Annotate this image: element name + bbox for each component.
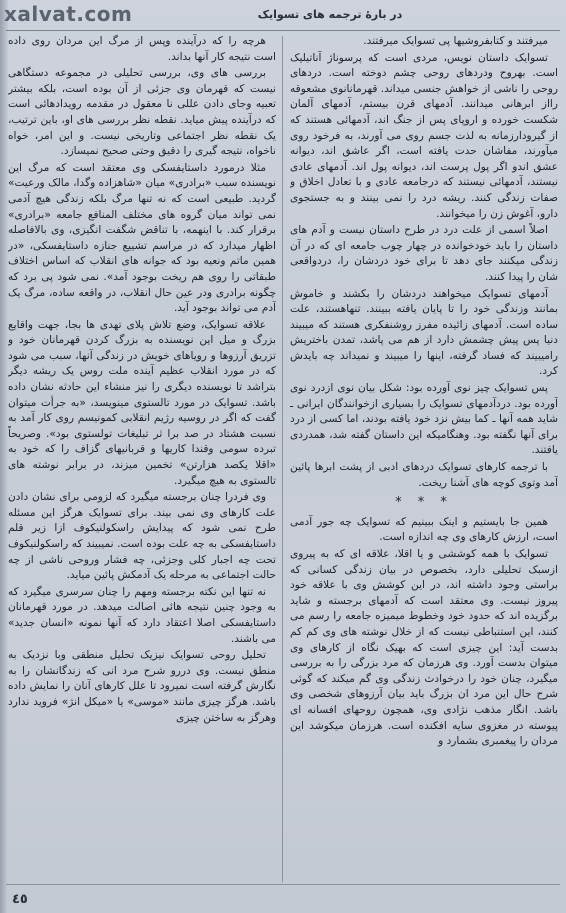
paragraph: تحلیل روحی تسوایک نیزیک تحلیل منطقی وبا نزدیک به منطق نیست. وی دررو شرح مرد انی که زندگانشان را به نگارش گرفته است نمیرود تا علل کارهای آنان را نمایش داده باشد. هرگز چیزی مانند «موسی» یا «میکل انژ» فروید ندارد وهرگز به ساختن چیزی	[8, 649, 276, 724]
paragraph: نه تنها این نکته برجسته ومهم را چنان سرسری میگیرد که به وجود چنین نتیجه هائی اصالت میدهد. در مورد قهرمانان داستایفسکی اصلا اعتقاد دارد که آنها نمونه «انسان جدید» می باشند.	[8, 585, 276, 645]
right-text-column	[290, 34, 558, 886]
header-rule	[6, 30, 560, 31]
running-header: در بارهٔ ترجمه های تسوایک	[257, 8, 403, 21]
column-divider	[282, 36, 283, 882]
paragraph: آدمهای تسوایک میخواهند دردشان را بکشند و خاموش بمانند وزندگی خود را تا پایان یافته ببینند. تنهاهستند، علت ساده است. آدمهای زائیده مفرز روشنفکری هستند که میبیند دنیا پس پیش چشمش دارد از هم می پاشد، تمدن باختریش رامیبیند که فساد گرفته، اینها را میبیند و نمیداند چه بایدش کرد.	[290, 287, 558, 378]
left-text-column	[8, 34, 276, 886]
paragraph: هرچه را که درآینده وپس از مرگ این مردان روی داده است نتیجه کار آنها بداند.	[8, 35, 276, 63]
paragraph: مثلا درمورد داستایفسکی وی معتقد است که مرگ این نویسنده سبب «برادری» میان «شاهزاده وگدا، مالک ورعیت» گردید. طبیعی است که نه تنها مرگ بلکه زندگی هیچ آدمی نمی تواند میان گروه های مختلف المنافع جامعه «برادری» برقرار کند. با اینهمه، با تناقض شگفت انگیزی، وی بالافاصله اظهار میدارد که در مراسم تشییع جنازه داستایفسکی، «در همین ماتم ونعیه بود که جوانه های انقلاب که اساس اختلاف طبقاتی را روی هم ریخت بوجود آمد». نمی شود پی برد که چگونه برادری ودر عین حال انقلاب، در واقعه ساده، مرگ یک آدم می تواند بوجود آید.	[8, 161, 276, 315]
paragraph: همین جا بایستیم و اینک ببینیم که تسوایک چه جور آدمی است، ارزش کارهای وی چه اندازه است.	[290, 515, 558, 544]
paragraph: علاقه تسوایک، وضع تلاش پلای تهدی ها بجا، جهت واقایع بزرگ و میل این نویسنده به بزرگ کردن قهرمانان خود و تزریق آرزوها و رویاهای خویش در زندگی آنها، سبب می شود که در مورد انقلاب عظیم آینده ملت روس یک ریشه دیگر بتراشد تا نویسنده دیگری را نیز منشاء این حادثه نشان داده باشد. تسوایک در مورد تالستوی مینویسد، «به جرأت میتوان گفت که اگر در روسیه رژیم انقلابی کمونیسم روی کار آمد به نسبت هشتاد در صد برا ثر تبلیغات تولستوی بود». وصریحاً تبرده سومی وقندا کاریها و قربانیهای گزاف را که خود به «اقلا یکصد هزارتن» تخمین میزند، در برابر نوشته های تالستوی به هیچ میگیرد.	[8, 318, 276, 487]
paragraph: * * *	[395, 495, 453, 511]
paragraph: پس تسوایک چیز نوی آورده بود: شکل بیان نوی ازدرد نوی آورده بود. دردآدمهای تسوایک را بسیاری ازخوانندگان ایرانی ـ شاید همه آنها ـ کما بیش نزد خود یافته بودند، اما کسی از درد برای آنها نگفته بود. وهنگامیکه این داستان گفته شد، همدردی یافتند.	[290, 382, 558, 457]
paragraph: بررسی های وی، بررسی تحلیلی در مجموعه دستگاهی نیست که قهرمان وی جزئی از آن بوده است، بلکه بیشتر تعبیه وجای دادن عللی نا معقول در مقدمه رویدادهائی است که درآینده پیش میاید. نقطه نظر بررسی های او، باین ترتیب، یک نقطه نظر اجتماعی وتاریخی نیست. و این امر، خواه ناخواه، نتیجه گیری را دقیق وحتی صحیح نمیسازد.	[8, 67, 276, 158]
paragraph: تسوایک با همه کوششی و یا اقلا، علاقه ای که به پیروی ازسبک تحلیلی دارد، بخصوص در بیان زندگی کسانی که براستی وجود داشته اند، در این کوشش وی با علاقه خود پیروز نیست. وی معتقد است که آدمهای برجسته و شاید برگزیده اند که حدود خود وخطوط میمیزه جامعه را رسم می کنند، این استنباطی نیست که از خلال نوشته های وی کم کم بدست آید: این چیزی است که بهیک نگاه از کارهای وی میتوان بدست آورد. وی هرزمان که مرد بزرگی را به بررسی میگیرد، چنان خود را درخوادث زندگی وی گم میکند که گوئی شرح حال این مرد ان بزرگ باید بیان آرزوهای شخصی وی باشد. انگار مذهب نژادی وی، همچون روحهای افسانه ای پیوسته در مغزوی سایه افکنده است. هرزمان میکوشد این مردان را پیغمبری بشمارد و	[290, 548, 558, 748]
footer-rule	[6, 884, 560, 885]
page-number: ٤٥	[12, 892, 28, 907]
paragraph: با ترجمه کارهای تسوایک دردهای ادبی از پشت ابرها پائین آمد وتوی کوچه های آشنا ریخت.	[290, 461, 558, 489]
paragraph: تسوایک داستان نویس، مردی است که پرسوناژ آناتیلیک است. بهروح ودردهای روحی چشم دوخته است. دردهای روحی را ناشی از خواهش جنسی میداند. قهرمانانوی مشعوقه رااز ابرهانی میدانند. آدمهای قرن بیستم، آدمهای آلمان شکست خورده و اروپای پس از جنگ اند، آدمهائی هستند که از گیرودارزمانه به لذت جسم روی می آورند، به فرخود روی میآورند، مفاشان حدت یافته است، اگر عاشق اند، دیوانه عشق اندو اگر پول پرست اند، دیوانه پول اند. آدمهای عادی نیستند، آدمهائی نیستند که درجامعه عادی و با تعادل اخلاق و صفات زندگی کنند. ریشه درد را نمی بینند و به جستجوی دارو، آغوش زن را میخوانند.	[290, 51, 558, 220]
paragraph: اصلاً اسمی از علت درد در طرح داستان نیست و آدم های داستان را باید خودخوانده در چهار چوب جامعه ای که در آن زندگی میکنند جای دهد تا برای خود دردشان را، دردواقعی شان را پیدا کنند.	[290, 224, 558, 283]
scan-edge-shadow	[0, 0, 8, 913]
paragraph: وی فردرا چنان برجسته میگیرد که لزومی برای نشان دادن علت کارهای وی نمی بیند. برای تسوایک هرگز این مسئله طرح نمی شود که پیدایش راسکولنیکوف ازا زیر قلم داستایفسکی به چه علت بوده است. نمیبیند که راسکولنیکوف تحت چه اجبار کلی وجزئی، چه فشار وروحی ناشی از چه حالت اجتماعی به مرحله یک آدمکش پائین میاید.	[8, 491, 276, 582]
watermark: xalvat.com	[4, 2, 133, 26]
paragraph: میرفتند و کتابفروشیها پی تسوایک میرفتند.	[363, 35, 548, 47]
